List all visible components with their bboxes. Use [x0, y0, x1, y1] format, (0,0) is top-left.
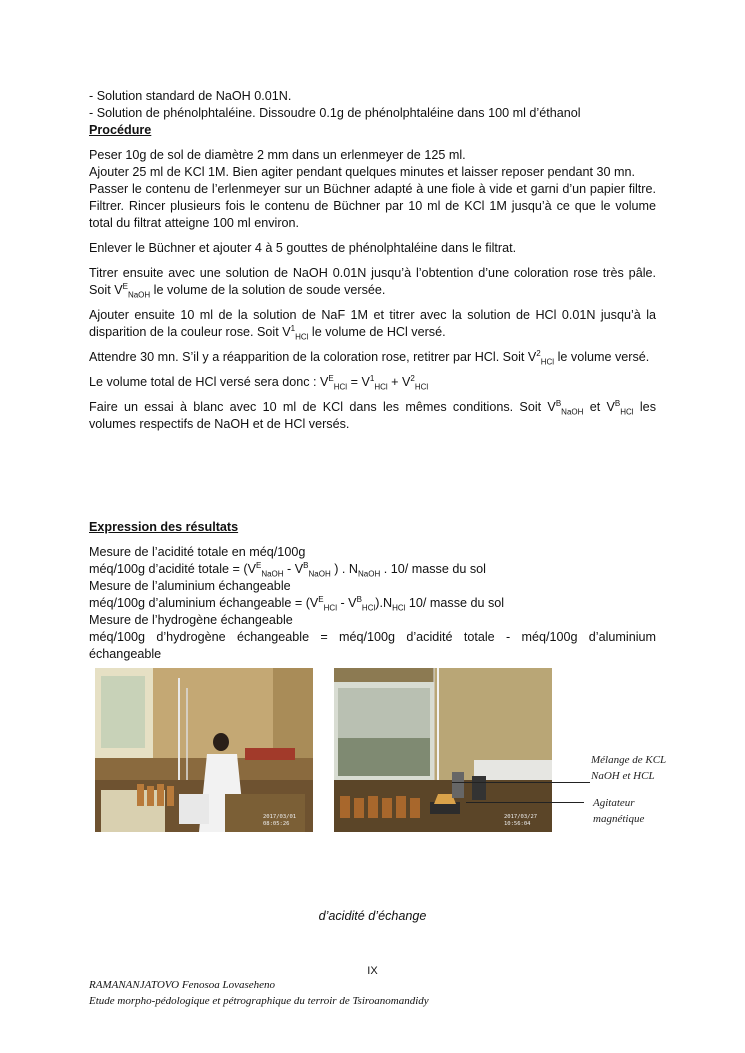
annotation-leader-stirrer [466, 802, 584, 803]
results-hydrogen-label: Mesure de l’hydrogène échangeable [89, 613, 293, 627]
procedure-heading: Procédure [89, 123, 152, 137]
annotation-leader-mixture [452, 782, 590, 783]
reagent-naoh: - Solution standard de NaOH 0.01N. [89, 89, 292, 103]
footer-title: Etude morpho-pédologique et pétrographique du terroir de Tsiroanomandidy [89, 995, 429, 1007]
procedure-step-titrate-hcl: Ajouter ensuite 10 ml de la solution de NaF 1M et titrer avec la solution de HCl 0.01N jusqu’à la disparition de la couleur rose. Soit $V^1_{HCl}$ le volume de HCl versé. [89, 308, 656, 342]
photo1-timestamp: 2017/03/01 08:05:26 [263, 814, 297, 827]
annotation-mixture: Mélange de KCL NaOH et HCL [591, 754, 667, 782]
photo2-timestamp: 2017/03/27 10:56:04 [504, 814, 538, 827]
lab-photo-technician [95, 668, 313, 832]
page-footer [89, 977, 429, 1009]
lab-photo-titration-image [334, 668, 552, 832]
procedure-step-filter: Passer le contenu de l’erlenmeyer sur un Büchner adapté à une fiole à vide et garni d’un papier filtre. Filtrer. Rincer plusieurs fois le contenu de Büchner par 10 ml de KCl 1M jusqu’à ce que le volume total du filtrat atteigne 100 ml environ. [89, 182, 656, 230]
annotation-stirrer: Agitateur magnétique [593, 797, 645, 825]
figure-caption: d’acidité d’échange [318, 909, 427, 923]
results-total-acidity-formula: méq/100g d’acidité totale = ($V^E_{NaOH} - V^B_{NaOH}$ ) . $N_{NaOH}$ . 10/ masse du sol [89, 560, 486, 579]
results-heading: Expression des résultats [89, 520, 239, 534]
page-number: IX [367, 965, 378, 977]
procedure-step-titrate-naoh: Titrer ensuite avec une solution de NaOH 0.01N jusqu’à l’obtention d’une coloration rose très pâle. Soit $V^E_{NaOH}$ le volume de la solution de soude versée. [89, 266, 656, 300]
footer-author: RAMANANJATOVO Fenosoa Lovaseheno [89, 979, 276, 991]
procedure-step-weigh: Peser 10g de sol de diamètre 2 mm dans un erlenmeyer de 125 ml. [89, 148, 466, 162]
lab-photo-titration-setup [334, 668, 552, 832]
results-aluminium-formula: méq/100g d’aluminium échangeable = $(V^E_{HCl} - V^B_{HCl}).N_{HCl}$ 10/ masse du sol [89, 594, 505, 613]
lab-photo-technician-image [95, 668, 313, 832]
results-section [89, 519, 656, 663]
reagent-phenolphthalein: - Solution de phénolphtaléine. Dissoudre 0.1g de phénolphtaléine dans 100 ml d’éthanol [89, 106, 581, 120]
results-total-acidity-label: Mesure de l’acidité totale en méq/100g [89, 545, 306, 559]
results-hydrogen-formula: méq/100g d’hydrogène échangeable = méq/100g d’acidité totale - méq/100g d’aluminium échangeable [89, 630, 656, 661]
procedure-blank-test: Faire un essai à blanc avec 10 ml de KCl dans les mêmes conditions. Soit $V^B_{NaOH}$ et $V^B_{HCl}$ les volumes respectifs de NaOH et de HCl versés. [89, 398, 656, 431]
procedure-total-hcl: Le volume total de HCl versé sera donc : $V^E_{HCl} = V^1_{HCl} + V^2_{HCl}$ [89, 373, 429, 392]
procedure-step-kcl: Ajouter 25 ml de KCl 1M. Bien agiter pendant quelques minutes et laisser reposer pendant 30 mn. [89, 165, 636, 179]
procedure-step-retitrate: Attendre 30 mn. S’il y a réapparition de la coloration rose, retitrer par HCl. Soit $V^2_{HCl}$ le volume versé. [89, 348, 650, 367]
results-aluminium-label: Mesure de l’aluminium échangeable [89, 579, 291, 593]
body-text [89, 88, 656, 433]
procedure-step-indicator: Enlever le Büchner et ajouter 4 à 5 gouttes de phénolphtaléine dans le filtrat. [89, 241, 517, 255]
